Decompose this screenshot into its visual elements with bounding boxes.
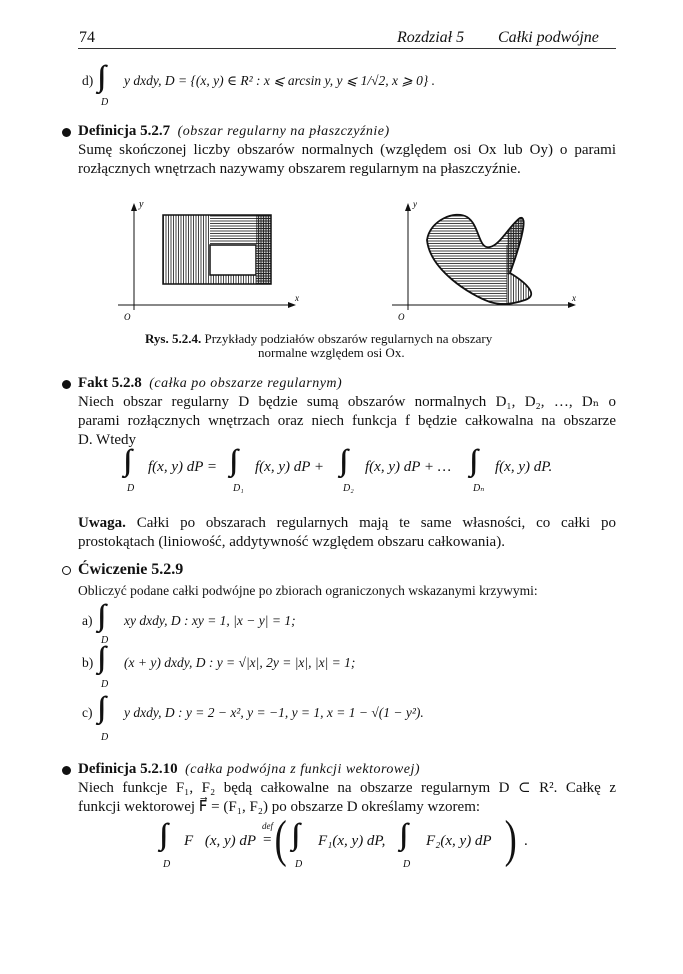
exercise-title: Ćwiczenie 5.2.9 (78, 561, 184, 578)
formula-term: F₂(x, y) dP (426, 833, 492, 849)
fact-title: Fakt 5.2.8 (78, 375, 142, 391)
chapter-title: Całki podwójne (498, 29, 599, 46)
header-rule (78, 48, 616, 49)
remark-text-line: prostokątach (liniowość, addytywność względem obszaru całkowania). (78, 534, 505, 550)
page-number: 74 (79, 29, 95, 46)
period: . (524, 833, 528, 849)
y-axis-arrow-icon (131, 203, 137, 211)
integral-limit: D (295, 859, 303, 870)
region-horizontal-hatch (210, 215, 256, 245)
fact-text-line: parami rozłącznych wnętrzach oraz niech funkcja f będzie całkowalna na obszarze (78, 413, 616, 429)
definition-text-line: Sumę skończonej liczby obszarów normalnych (względem osi Ox lub Oy) o parami (78, 142, 616, 158)
x-axis-label: x (295, 293, 299, 303)
integral-limit: D (101, 679, 109, 690)
definition-subtitle: (całka podwójna z funkcji wektorowej) (185, 762, 421, 777)
exercise-item-label: a) (82, 613, 93, 628)
region-hole (210, 245, 256, 275)
exercise-item-formula: (x + y) dxdy, D : y = √|x|, 2y = |x|, |x| = 1; (124, 655, 356, 670)
def-label: def (262, 821, 273, 831)
definition-text-line: rozłącznych wnętrzach nazywamy obszarem regularnym na płaszczyźnie. (78, 161, 521, 177)
figure-caption-text: Przykłady podziałów obszarów regularnych na obszary (204, 331, 493, 346)
definition-subtitle: (obszar regularny na płaszczyźnie) (177, 124, 390, 139)
fact-text-line: D. Wtedy (78, 432, 137, 448)
integral-limit: D (163, 859, 171, 870)
formula-lhs: F⃗(x, y) dP (184, 833, 257, 849)
left-figure (118, 199, 299, 322)
right-figure (392, 199, 576, 322)
bullet-icon (62, 128, 71, 137)
region-vertical-hatch (163, 215, 210, 284)
formula-term: F₁(x, y) dP, (318, 833, 386, 849)
bullet-icon (62, 380, 71, 389)
integral-limit: D (101, 635, 109, 646)
exercise-d-label: d) (82, 73, 94, 88)
formula-term: f(x, y) dP + … (365, 459, 452, 475)
integral-limit: D₂ (343, 483, 354, 494)
fact-text-line: Niech obszar regularny D będzie sumą obszarów normalnych D₁, D₂, …, Dₙ o (78, 394, 616, 410)
chapter-label: Rozdział 5 (397, 29, 465, 46)
definition-text-line: funkcji wektorowej F⃗ = (F₁, F₂) po obszarze D określamy wzorem: (78, 799, 481, 815)
formula-term: f(x, y) dP + (255, 459, 324, 475)
definition-title: Definicja 5.2.7 (78, 123, 171, 139)
x-axis-label: x (572, 293, 576, 303)
y-axis-arrow-icon (405, 203, 411, 211)
exercise-item-label: b) (82, 655, 94, 670)
definition-title: Definicja 5.2.10 (78, 761, 178, 777)
open-paren: ( (274, 811, 287, 868)
exercise-item-label: c) (82, 705, 93, 720)
origin-label: O (124, 312, 131, 322)
exercise-d-formula: y dxdy, D = {(x, y) ∈ R² : x ⩽ arcsin y, y ⩽ 1/√2, x ⩾ 0} . (124, 73, 435, 88)
bullet-icon (62, 766, 71, 775)
integral-limit: D (127, 483, 135, 494)
exercise-item-formula: y dxdy, D : y = 2 − x², y = −1, y = 1, x = 1 − √(1 − y²). (124, 705, 424, 720)
figure-regular-regions (0, 195, 683, 335)
fact-subtitle: (całka po obszarze regularnym) (149, 376, 343, 391)
figure-caption-label: Rys. 5.2.4. (145, 331, 202, 346)
y-axis-label: y (413, 199, 417, 209)
definition-text-line: Niech funkcje F₁, F₂ będą całkowalne na obszarze regularnym D ⊂ R². Całkę z (78, 780, 616, 796)
close-paren: ) (504, 811, 517, 868)
integral-limit: D (101, 732, 109, 743)
formula-term: f(x, y) dP = (148, 459, 217, 475)
y-axis-label: y (139, 199, 144, 210)
integral-limit: D (101, 97, 109, 108)
remark-title: Uwaga. (78, 515, 126, 531)
formula-term: f(x, y) dP. (495, 459, 553, 475)
integral-limit: D (403, 859, 411, 870)
open-bullet-icon (62, 566, 71, 575)
exercise-intro: Obliczyć podane całki podwójne po zbiorach ograniczonych wskazanymi krzywymi: (78, 583, 538, 598)
remark-text-line: Całki po obszarach regularnych mają te same własności, co całki po (136, 515, 617, 531)
integral-limit: Dₙ (473, 483, 485, 494)
figure-caption-text: normalne względem osi Ox. (258, 345, 405, 360)
equals-sign: = (263, 832, 272, 848)
region-crosshatch (256, 215, 271, 284)
integral-limit: D₁ (233, 483, 244, 494)
remark (78, 514, 616, 533)
exercise-item-formula: xy dxdy, D : xy = 1, |x − y| = 1; (124, 613, 296, 628)
origin-label: O (398, 312, 405, 322)
